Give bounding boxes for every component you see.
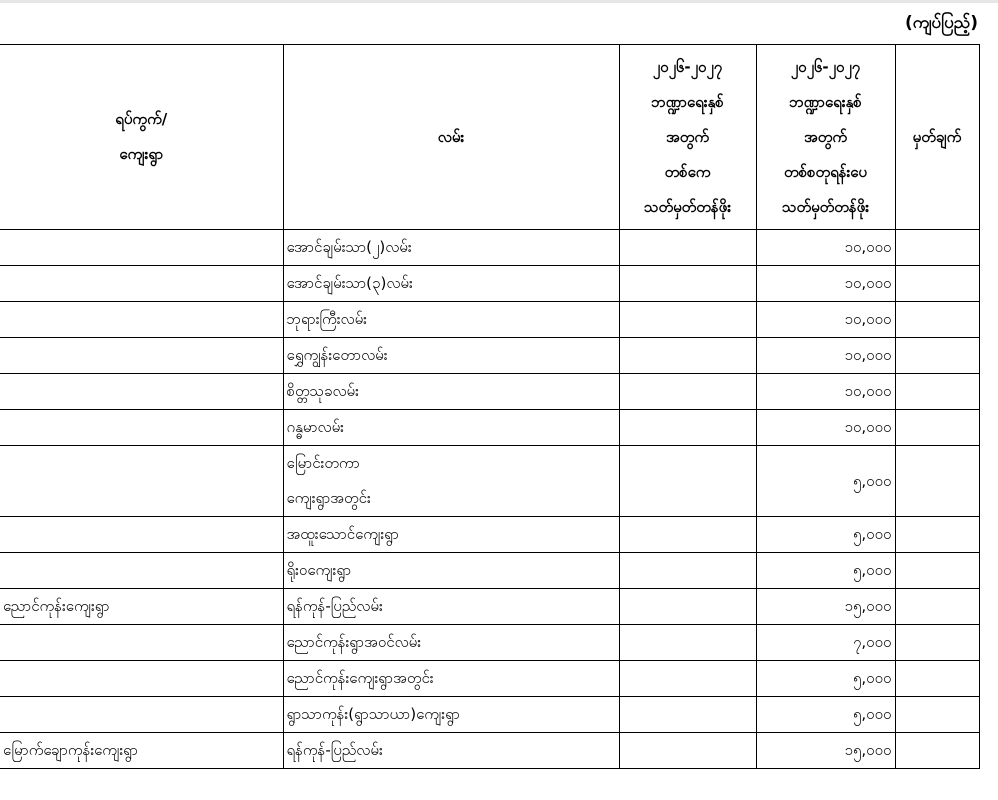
remark-cell [895, 589, 979, 625]
prev-value-cell [619, 589, 756, 625]
road-cell: ဂန္ဓမာလမ်း [283, 410, 619, 446]
road-cell: အောင်ချမ်းသာ(၂)လမ်း [283, 230, 619, 266]
header-remarks: မှတ်ချက် [895, 45, 979, 230]
ward-cell: ညောင်ကုန်းကျေးရွာ [0, 589, 283, 625]
road-cell: ရိုးဝကျေးရွာ [283, 553, 619, 589]
value-cell: ၁၀,၀၀၀ [756, 302, 895, 338]
prev-value-cell [619, 374, 756, 410]
ward-cell [0, 625, 283, 661]
remark-cell [895, 338, 979, 374]
remark-cell [895, 517, 979, 553]
remark-cell [895, 661, 979, 697]
value-cell: ၁၀,၀၀၀ [756, 374, 895, 410]
prev-value-cell [619, 625, 756, 661]
ward-cell [0, 266, 283, 302]
prev-value-cell [619, 553, 756, 589]
value-cell: ၅,၀၀၀ [756, 697, 895, 733]
road-cell: အောင်ချမ်းသာ(၃)လမ်း [283, 266, 619, 302]
ward-cell [0, 553, 283, 589]
prev-value-cell [619, 338, 756, 374]
remark-cell [895, 302, 979, 338]
ward-cell [0, 697, 283, 733]
road-cell: စိတ္တသုခလမ်း [283, 374, 619, 410]
table-row [0, 625, 979, 661]
prev-value-cell [619, 446, 756, 517]
prev-value-cell [619, 302, 756, 338]
prev-value-cell [619, 733, 756, 769]
table-row [0, 374, 979, 410]
prev-value-cell [619, 410, 756, 446]
ward-cell [0, 661, 283, 697]
value-cell: ၁၅,၀၀၀ [756, 589, 895, 625]
table-row [0, 733, 979, 769]
ward-cell [0, 302, 283, 338]
remark-cell [895, 374, 979, 410]
value-cell: ၁၀,၀၀၀ [756, 266, 895, 302]
table-header-row [0, 45, 979, 230]
table-row [0, 338, 979, 374]
prev-value-cell [619, 697, 756, 733]
road-cell: ညောင်ကုန်းကျေးရွာအတွင်း [283, 661, 619, 697]
value-cell: ၁၀,၀၀၀ [756, 338, 895, 374]
value-cell: ၁၅,၀၀၀ [756, 733, 895, 769]
value-cell: ၅,၀၀၀ [756, 446, 895, 517]
unit-note: (ကျပ်ပြည့်) [904, 13, 978, 33]
table-row [0, 302, 979, 338]
value-cell: ၅,၀၀၀ [756, 553, 895, 589]
ward-cell [0, 374, 283, 410]
value-cell: ၇,၀၀၀ [756, 625, 895, 661]
header-curr-year-value: ၂၀၂၆-၂၀၂၇ ဘဏ္ဍာရေးနှစ် အတွက် တစ်စတုရန်းပေ သတ်မှတ်တန်ဖိုး [756, 45, 895, 230]
table-row [0, 697, 979, 733]
ward-cell [0, 517, 283, 553]
ward-cell [0, 410, 283, 446]
table-row [0, 266, 979, 302]
table-row [0, 589, 979, 625]
remark-cell [895, 553, 979, 589]
ward-cell: မြောက်ချောကုန်းကျေးရွာ [0, 733, 283, 769]
road-cell: ရန်ကုန်-ပြည်လမ်း [283, 733, 619, 769]
table-row [0, 410, 979, 446]
header-ward-village: ရပ်ကွက်/ ကျေးရွာ [0, 45, 283, 230]
remark-cell [895, 733, 979, 769]
ward-cell [0, 230, 283, 266]
prev-value-cell [619, 661, 756, 697]
road-cell: ရွာသာကုန်း(ရွာသာယာ)ကျေးရွာ [283, 697, 619, 733]
valuation-table [0, 44, 980, 769]
road-cell: မြောင်းတကာ ကျေးရွာအတွင်း [283, 446, 619, 517]
table-row [0, 553, 979, 589]
table-row [0, 517, 979, 553]
ward-cell [0, 446, 283, 517]
value-cell: ၅,၀၀၀ [756, 517, 895, 553]
road-cell: အထူးသောင်ကျေးရွာ [283, 517, 619, 553]
ward-cell [0, 338, 283, 374]
road-cell: ရွှေကျွန်းတောလမ်း [283, 338, 619, 374]
header-prev-year-value: ၂၀၂၆-၂၀၂၇ ဘဏ္ဍာရေးနှစ် အတွက် တစ်ကေ သတ်မှတ်တန်ဖိုး [619, 45, 756, 230]
value-cell: ၅,၀၀၀ [756, 661, 895, 697]
road-cell: ဘုရားကြီးလမ်း [283, 302, 619, 338]
remark-cell [895, 446, 979, 517]
remark-cell [895, 230, 979, 266]
table-row [0, 446, 979, 517]
prev-value-cell [619, 230, 756, 266]
remark-cell [895, 697, 979, 733]
prev-value-cell [619, 517, 756, 553]
remark-cell [895, 410, 979, 446]
top-divider [0, 0, 998, 3]
prev-value-cell [619, 266, 756, 302]
table-row [0, 661, 979, 697]
value-cell: ၁၀,၀၀၀ [756, 230, 895, 266]
table-row [0, 230, 979, 266]
remark-cell [895, 625, 979, 661]
header-road: လမ်း [283, 45, 619, 230]
remark-cell [895, 266, 979, 302]
road-cell: ညောင်ကုန်းရွာအဝင်လမ်း [283, 625, 619, 661]
road-cell: ရန်ကုန်-ပြည်လမ်း [283, 589, 619, 625]
value-cell: ၁၀,၀၀၀ [756, 410, 895, 446]
